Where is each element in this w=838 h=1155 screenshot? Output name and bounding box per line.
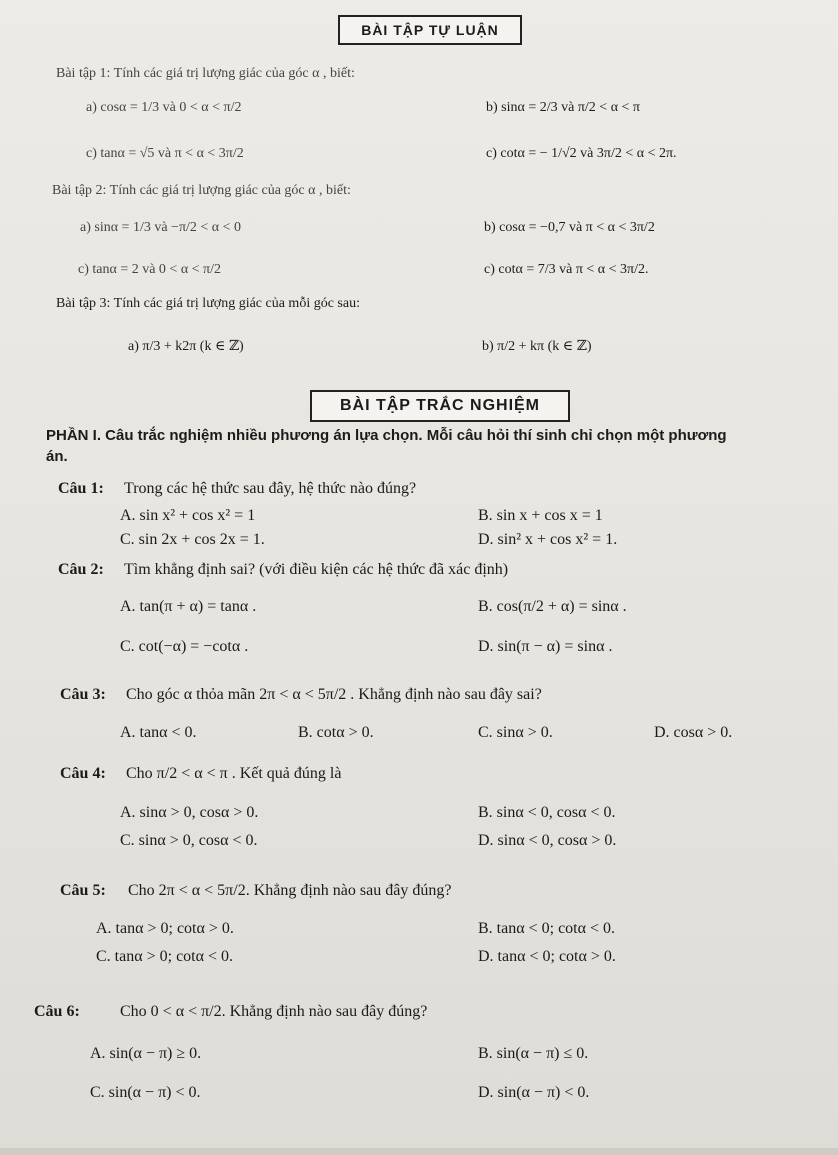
question-3-text: Cho góc α thỏa mãn 2π < α < 5π/2 . Khẳng định nào sau đây sai? [126, 686, 542, 703]
question-1-label: Câu 1: [58, 480, 104, 497]
question-1-text: Trong các hệ thức sau đây, hệ thức nào đúng? [124, 480, 417, 497]
section-header-multiple-choice: BÀI TẬP TRẮC NGHIỆM [310, 390, 570, 422]
question-6-option-a: A. sin(α − π) ≥ 0. [90, 1045, 202, 1062]
question-6-label: Câu 6: [34, 1003, 80, 1020]
exercise-2-b: b) cosα = −0,7 và π < α < 3π/2 [484, 220, 655, 235]
question-6-option-d: D. sin(α − π) < 0. [478, 1084, 590, 1101]
question-5-option-c: C. tanα > 0; cotα < 0. [96, 948, 234, 965]
exercise-3-a: a) π/3 + k2π (k ∈ ℤ) [128, 339, 244, 354]
exercise-2-a: a) sinα = 1/3 và −π/2 < α < 0 [80, 220, 242, 235]
question-2-option-c: C. cot(−α) = −cotα . [120, 638, 249, 655]
question-4-label: Câu 4: [60, 765, 106, 782]
question-1-option-c: C. sin 2x + cos 2x = 1. [120, 531, 265, 548]
exercise-2-title: Bài tập 2: Tính các giá trị lượng giác của góc α , biết: [52, 183, 351, 198]
question-4-option-a: A. sinα > 0, cosα > 0. [120, 804, 259, 821]
question-3-option-c: C. sinα > 0. [478, 724, 553, 741]
exercise-2-d: c) cotα = 7/3 và π < α < 3π/2. [484, 262, 649, 277]
exercise-1-c: c) tanα = √5 và π < α < 3π/2 [86, 146, 244, 161]
question-3-option-a: A. tanα < 0. [120, 724, 197, 741]
question-2-text: Tìm khẳng định sai? (với điều kiện các hệ thức đã xác định) [124, 561, 509, 578]
question-6-text: Cho 0 < α < π/2. Khẳng định nào sau đây đúng? [120, 1003, 428, 1020]
exercise-1-title: Bài tập 1: Tính các giá trị lượng giác của góc α , biết: [56, 66, 355, 81]
question-2-option-a: A. tan(π + α) = tanα . [120, 598, 257, 615]
question-5-label: Câu 5: [60, 882, 106, 899]
part-1-instruction-line2: án. [46, 448, 68, 465]
question-6-option-c: C. sin(α − π) < 0. [90, 1084, 201, 1101]
question-1-option-d: D. sin² x + cos x² = 1. [478, 531, 618, 548]
question-3-option-d: D. cosα > 0. [654, 724, 733, 741]
question-2-label: Câu 2: [58, 561, 104, 578]
question-3-option-b: B. cotα > 0. [298, 724, 374, 741]
question-5-text: Cho 2π < α < 5π/2. Khẳng định nào sau đây đúng? [128, 882, 452, 899]
page-bottom-edge [0, 1148, 838, 1155]
question-1-option-a: A. sin x² + cos x² = 1 [120, 507, 256, 524]
question-4-option-b: B. sinα < 0, cosα < 0. [478, 804, 616, 821]
question-5-option-b: B. tanα < 0; cotα < 0. [478, 920, 616, 937]
question-2-option-d: D. sin(π − α) = sinα . [478, 638, 613, 655]
question-1-option-b: B. sin x + cos x = 1 [478, 507, 603, 524]
question-6-option-b: B. sin(α − π) ≤ 0. [478, 1045, 589, 1062]
exercise-1-a: a) cosα = 1/3 và 0 < α < π/2 [86, 100, 242, 115]
exercise-3-b: b) π/2 + kπ (k ∈ ℤ) [482, 339, 592, 354]
question-5-option-d: D. tanα < 0; cotα > 0. [478, 948, 616, 965]
question-4-option-d: D. sinα < 0, cosα > 0. [478, 832, 617, 849]
part-1-instruction-line1: PHẦN I. Câu trắc nghiệm nhiều phương án lựa chọn. Mỗi câu hỏi thí sinh chỉ chọn một phương [46, 427, 727, 444]
question-2-option-b: B. cos(π/2 + α) = sinα . [478, 598, 627, 615]
question-4-text: Cho π/2 < α < π . Kết quả đúng là [126, 765, 342, 782]
section-header-essay: BÀI TẬP TỰ LUẬN [338, 15, 522, 45]
question-4-option-c: C. sinα > 0, cosα < 0. [120, 832, 258, 849]
exercise-2-c: c) tanα = 2 và 0 < α < π/2 [78, 262, 222, 277]
question-3-label: Câu 3: [60, 686, 106, 703]
exercise-1-d: c) cotα = − 1/√2 và 3π/2 < α < 2π. [486, 146, 677, 161]
exercise-1-b: b) sinα = 2/3 và π/2 < α < π [486, 100, 640, 115]
question-5-option-a: A. tanα > 0; cotα > 0. [96, 920, 234, 937]
exercise-3-title: Bài tập 3: Tính các giá trị lượng giác của mỗi góc sau: [56, 296, 360, 311]
